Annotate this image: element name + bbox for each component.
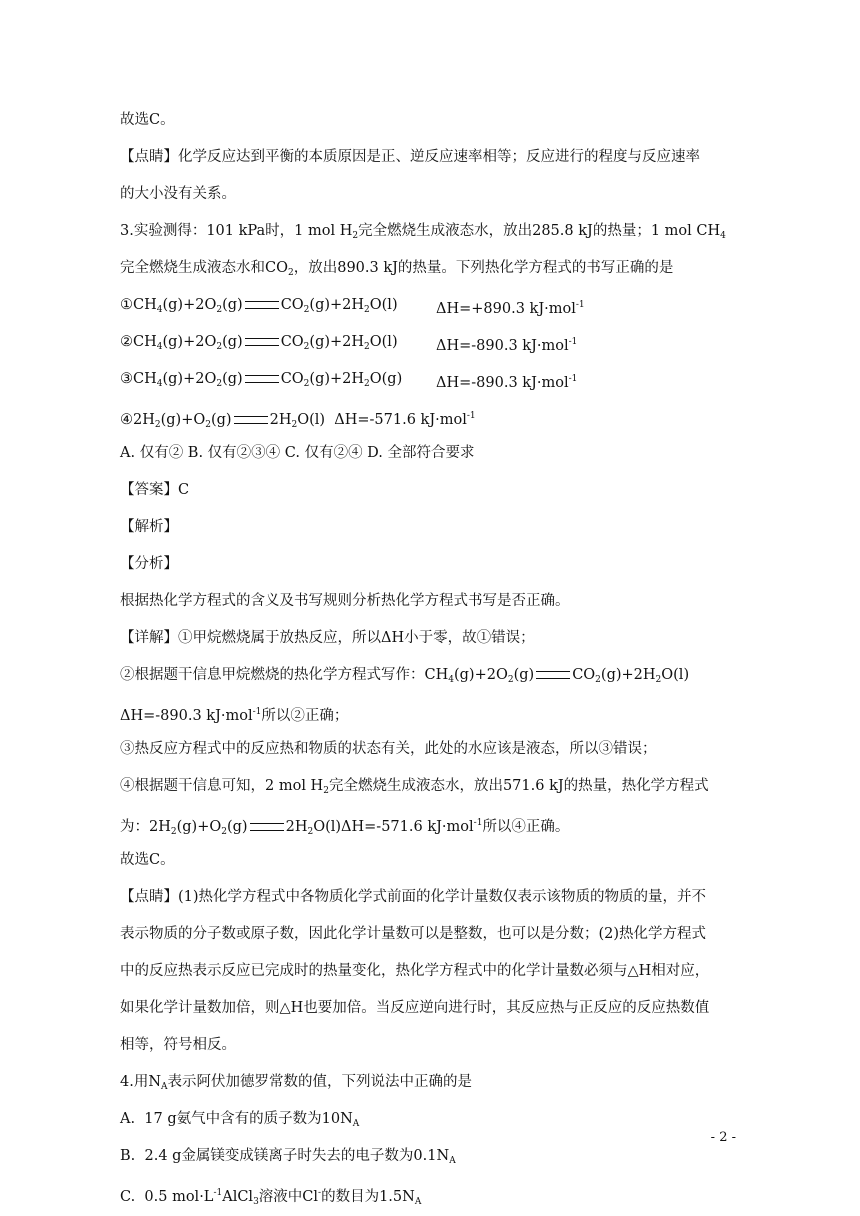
tip2-line-3: 中的反应热表示反应已完成时的热量变化，热化学方程式中的化学计量数必须与△H相对应， [120,963,710,979]
conclusion-line-2: 故选C。 [120,852,175,868]
question-3-line1: 3.实验测得：101 kPa时，1 mol $H_2$完全燃烧生成液态水，放出285.8 kJ的热量；1 mol $CH_4$ [120,223,726,241]
detail-line-5: ④根据题干信息可知，2 mol $H_2$完全燃烧生成液态水，放出571.6 kJ的热量，热化学方程式 [120,778,709,796]
equation-3: $③CH_4(g)+2O_2(g)$ $CO_2(g)+2H_2O(g)$ [120,371,403,389]
tip2-line-5: 相等，符号相反。 [120,1037,236,1053]
detail-line-6: 为：$2H_2(g)+O_2(g)$ $2H_2O(l)\Delta H=-571.6$ kJ·mol$^{-1}$所以④正确。 [120,818,570,837]
answer-label: 【答案】C [120,482,190,498]
question-4-option-b: B. 2.4 g金属镁变成镁离子时失去的电子数为$0.1N_A$ [120,1148,456,1166]
question-3-line2: 完全燃烧生成液态水和$CO_2$，放出890.3 kJ的热量。下列热化学方程式的书写正确的是 [120,260,674,278]
tip-line: 【点睛】化学反应达到平衡的本质原因是正、逆反应速率相等；反应进行的程度与反应速率 [120,149,700,165]
equation-1: $①CH_4(g)+2O_2(g)$ $CO_2(g)+2H_2O(l)$ [120,297,398,315]
tip2-line-4: 如果化学计量数加倍，则△H也要加倍。当反应逆向进行时，其反应热与正反应的反应热数值 [120,1000,710,1016]
equation-2-enthalpy: ΔH=-890.3 kJ·mol$^{-1}$ [436,337,578,354]
question-4-option-c: C. 0.5 $mol\cdot L^{-1}AlCl_3$溶液中Cl-的数目为$1.5N_A$ [120,1188,422,1207]
detail-line-2: ②根据题干信息甲烷燃烧的热化学方程式写作：$CH_4(g)+2O_2(g)$ $CO_2(g)+2H_2O(l)$ [120,667,690,685]
tip2-line-1: 【点睛】(1)热化学方程式中各物质化学式前面的化学计量数仅表示该物质的物质的量，并不 [120,889,707,905]
detail-line-4: ③热反应方程式中的反应热和物质的状态有关，此处的水应该是液态，所以③错误； [120,741,657,757]
tip2-line-2: 表示物质的分子数或原子数，因此化学计量数可以是整数，也可以是分数；(2)热化学方程式 [120,926,707,942]
tip-line-cont: 的大小没有关系。 [120,186,236,202]
equation-3-enthalpy: ΔH=-890.3 kJ·mol$^{-1}$ [436,374,578,391]
analysis-label: 【解析】 [120,519,178,535]
equation-2: $②CH_4(g)+2O_2(g)$ $CO_2(g)+2H_2O(l)$ [120,334,398,352]
answer-options: A. 仅有② B. 仅有②③④ C. 仅有②④ D. 全部符合要求 [120,445,475,461]
question-4: 4.用$N_A$表示阿伏加德罗常数的值，下列说法中正确的是 [120,1074,473,1092]
analysis-text: 根据热化学方程式的含义及书写规则分析热化学方程式书写是否正确。 [120,593,570,609]
analysis-sub-label: 【分析】 [120,556,178,572]
question-4-option-a: A. 17 g氨气中含有的质子数为$10N_A$ [120,1111,360,1129]
page-number: - 2 - [710,1130,736,1145]
equation-4: $④2H_2(g)+O_2(g)$ $2H_2O(l)$ ΔH=-571.6 kJ·mol$^{-1}$ [120,411,476,430]
conclusion-line: 故选C。 [120,112,175,128]
detail-line-1: 【详解】①甲烷燃烧属于放热反应，所以ΔH小于零，故①错误； [120,630,535,646]
equation-1-enthalpy: ΔH=+890.3 kJ·mol$^{-1}$ [436,300,585,317]
detail-line-3: ΔH=-890.3 kJ·mol$^{-1}$所以②正确； [120,707,349,724]
